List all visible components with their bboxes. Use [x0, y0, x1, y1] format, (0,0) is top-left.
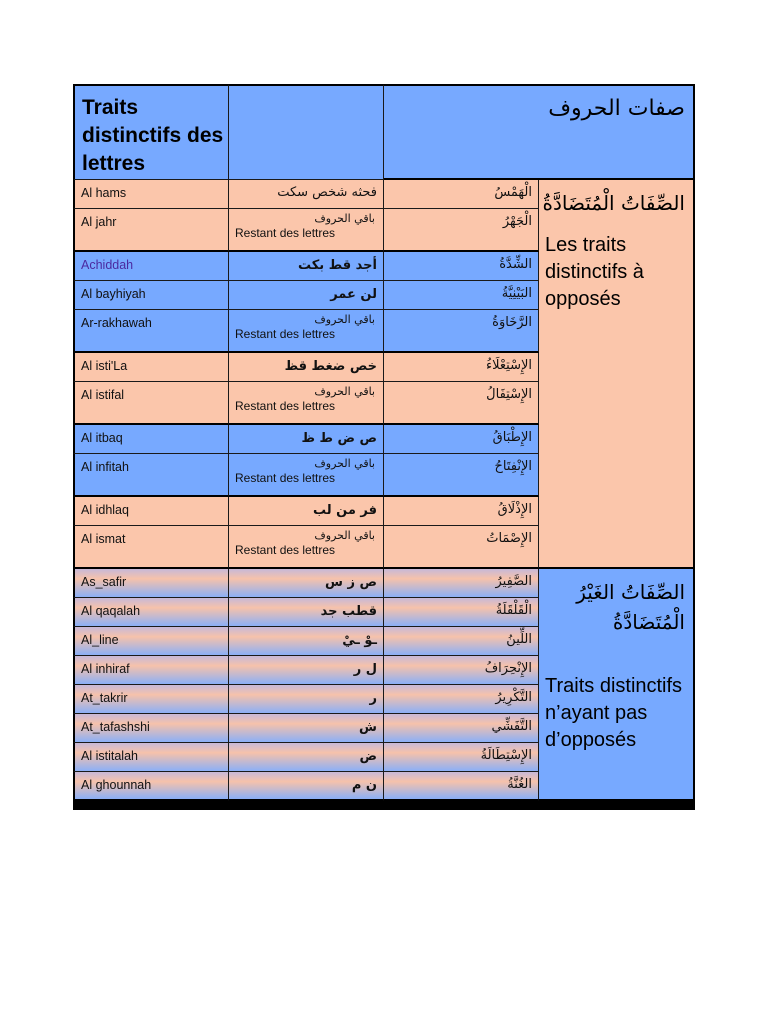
row-latin: Al istitalah: [81, 749, 138, 763]
group2-title-fr: Traits distinctifs n’ayant pas d’opposés: [545, 675, 683, 751]
arabic-cell: [384, 209, 539, 252]
row-letters: ر: [369, 691, 377, 706]
row-latin: Al bayhiyah: [81, 287, 146, 301]
row-arabic: الإِطْبَاقُ: [492, 430, 532, 445]
row-letters: باقي الحروف: [314, 313, 375, 326]
row-arabic: الْجَهْرُ: [502, 214, 532, 229]
table-row: [73, 685, 229, 714]
row-letters: خص ضغط قظ: [284, 359, 377, 374]
letters-cell: [229, 714, 384, 743]
letters-cell: [229, 569, 384, 598]
table-row: [73, 743, 229, 772]
row-letters: ـوْ ـيْ: [342, 633, 377, 648]
traits-table: [73, 84, 695, 810]
row-arabic: الإِصْمَاتُ: [486, 531, 532, 546]
row-arabic: الرَّخَاوَةُ: [492, 315, 532, 330]
letters-cell: [229, 252, 384, 281]
row-latin: Al ismat: [81, 532, 126, 546]
arabic-cell: [384, 382, 539, 425]
table-row: [73, 497, 229, 526]
row-letters: باقي الحروف: [314, 385, 375, 398]
row-arabic: التَّفَشِّي: [491, 719, 532, 734]
group2-title-ar: الصِّفَاتُ الغَيْرُ الْمُتَضَادَّةُ: [576, 580, 685, 634]
table-row: [73, 772, 229, 801]
table-row: [73, 569, 229, 598]
row-restant: Restant des lettres: [235, 543, 336, 557]
row-latin: Al_line: [81, 633, 119, 647]
row-arabic: اللِّينُ: [506, 632, 532, 647]
letters-cell: [229, 772, 384, 801]
row-letters: باقي الحروف: [314, 212, 375, 225]
row-arabic: الْقَلْقَلَةُ: [495, 603, 532, 618]
letters-cell: [229, 685, 384, 714]
letters-cell: [229, 497, 384, 526]
row-latin: Al hams: [81, 186, 127, 200]
row-arabic: الإِنْحِرَافُ: [484, 661, 532, 676]
row-latin: Al infitah: [81, 460, 129, 474]
table-row: [73, 598, 229, 627]
arabic-cell: [384, 454, 539, 497]
arabic-cell: [384, 772, 539, 801]
table-row: [73, 656, 229, 685]
table-row: [73, 714, 229, 743]
row-arabic: الإِذْلَاقُ: [497, 502, 532, 517]
row-latin: Al inhiraf: [81, 662, 130, 676]
arabic-cell: [384, 310, 539, 353]
row-letters: ل ر: [353, 662, 377, 677]
row-arabic: الإِسْتِطَالَةُ: [480, 748, 532, 763]
table-row: [73, 627, 229, 656]
row-letters: ص ز س: [325, 575, 377, 590]
table-row: [73, 209, 229, 252]
row-arabic: البَيْنِيَّةُ: [501, 286, 532, 301]
row-letters: ص ض ط ظ: [301, 431, 377, 446]
row-latin: Ar-rakhawah: [81, 316, 152, 330]
arabic-cell: [384, 281, 539, 310]
arabic-cell: [384, 598, 539, 627]
arabic-cell: [384, 743, 539, 772]
row-latin: Al qaqalah: [81, 604, 141, 618]
row-letters: فر من لب: [312, 503, 377, 518]
table-row: [73, 252, 229, 281]
header-left-title: Traits distinctifs des lettres: [82, 96, 224, 175]
row-arabic: الشِّدَّةُ: [499, 257, 532, 272]
row-arabic: الإِنْفِتَاحُ: [494, 459, 532, 474]
letters-cell: [229, 209, 384, 252]
row-restant: Restant des lettres: [235, 226, 336, 240]
arabic-cell: [384, 685, 539, 714]
row-letters: فحثه شخص سكت: [277, 185, 377, 200]
header-right-title: صفات الحروف: [548, 96, 685, 121]
arabic-cell: [384, 497, 539, 526]
group1-title-ar: الصِّفَاتُ الْمُتَضَادَّةُ: [542, 191, 685, 215]
arabic-cell: [384, 252, 539, 281]
header-right-cell: [384, 84, 695, 180]
row-restant: Restant des lettres: [235, 327, 336, 341]
row-letters: ض: [359, 749, 377, 764]
letters-cell: [229, 598, 384, 627]
letters-cell: [229, 627, 384, 656]
row-latin: Al istifal: [81, 388, 125, 402]
row-letters: قطب جد: [320, 604, 377, 619]
arabic-cell: [384, 656, 539, 685]
arabic-cell: [384, 425, 539, 454]
row-latin: Al isti'La: [81, 359, 128, 373]
table-row: [73, 353, 229, 382]
table-row: [73, 526, 229, 569]
row-arabic: الإِسْتِفَالُ: [486, 387, 532, 402]
letters-cell: [229, 454, 384, 497]
arabic-cell: [384, 714, 539, 743]
arabic-cell: [384, 353, 539, 382]
row-latin: At_tafashshi: [81, 720, 150, 734]
arabic-cell: [384, 526, 539, 569]
group2-side-cell: [539, 569, 695, 801]
letters-cell: [229, 310, 384, 353]
letters-cell: [229, 425, 384, 454]
row-arabic: الغُنَّةُ: [507, 777, 532, 792]
table-row: [73, 180, 229, 209]
row-letters: باقي الحروف: [314, 457, 375, 470]
letters-cell: [229, 656, 384, 685]
row-letters: ش: [359, 720, 377, 735]
header-empty-cell: [229, 84, 384, 180]
row-latin: Al idhlaq: [81, 503, 129, 517]
row-latin: Al jahr: [81, 215, 117, 229]
row-latin: Al ghounnah: [81, 778, 152, 792]
row-latin: As_safir: [81, 575, 127, 589]
row-letters: أجد قط بكت: [297, 258, 377, 273]
letters-cell: [229, 353, 384, 382]
table-row: [73, 310, 229, 353]
letters-cell: [229, 743, 384, 772]
letters-cell: [229, 382, 384, 425]
row-letters: باقي الحروف: [314, 529, 375, 542]
letters-cell: [229, 281, 384, 310]
table-row: [73, 425, 229, 454]
row-arabic: الإِسْتِعْلَاءُ: [486, 358, 532, 373]
row-restant: Restant des lettres: [235, 399, 336, 413]
letters-cell: [229, 526, 384, 569]
arabic-cell: [384, 569, 539, 598]
table-row: [73, 281, 229, 310]
arabic-cell: [384, 627, 539, 656]
row-arabic: الصَّفِيرُ: [495, 574, 532, 589]
row-arabic: الْهَمْسُ: [494, 185, 532, 200]
group1-side-cell: [539, 180, 695, 569]
header-left-cell: [73, 84, 229, 180]
arabic-cell: [384, 180, 539, 209]
group1-title-fr: Les traits distinctifs à opposés: [545, 234, 644, 310]
row-restant: Restant des lettres: [235, 471, 336, 485]
table-row: [73, 382, 229, 425]
table-row: [73, 454, 229, 497]
letters-cell: [229, 180, 384, 209]
row-arabic: التَّكْرِيرُ: [495, 690, 532, 705]
row-latin: Al itbaq: [81, 431, 123, 445]
row-letters: ن م: [351, 778, 377, 793]
row-latin: Achiddah: [81, 258, 134, 272]
row-letters: لن عمر: [330, 287, 377, 302]
row-latin: At_takrir: [81, 691, 128, 705]
